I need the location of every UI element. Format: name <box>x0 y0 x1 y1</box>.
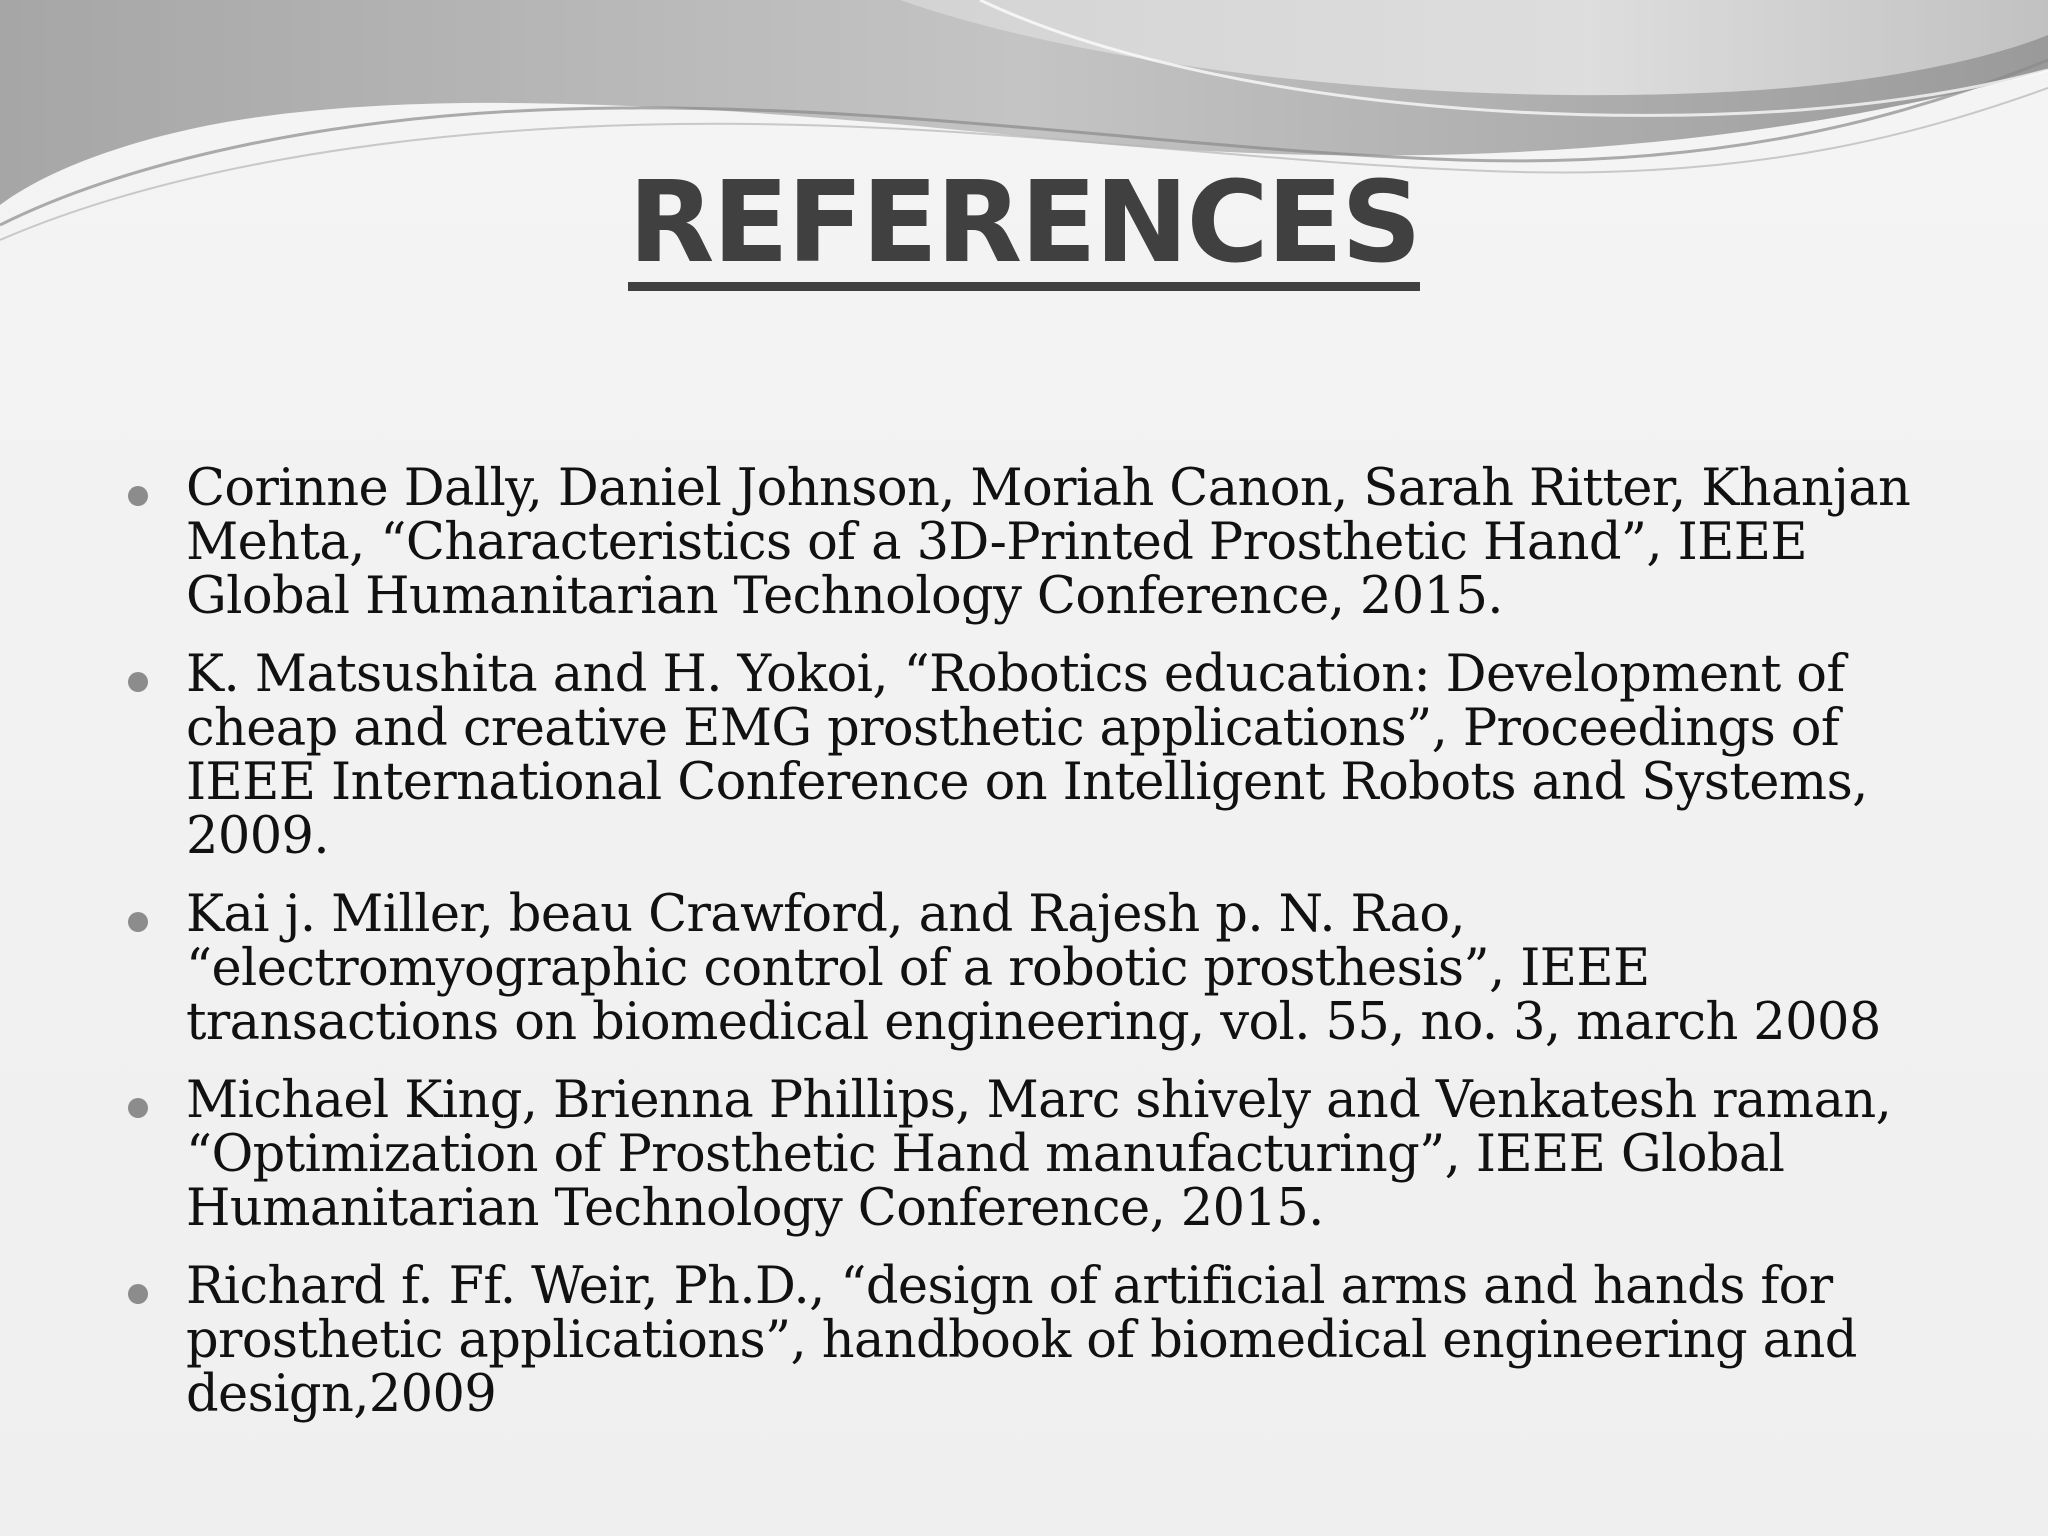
reference-item <box>128 1257 1928 1424</box>
bullet-icon <box>128 1284 148 1304</box>
bullet-icon <box>128 912 148 932</box>
bullet-icon <box>128 1098 148 1118</box>
reference-text: Corinne Dally, Daniel Johnson, Moriah Canon, Sarah Ritter, Khanjan Mehta, “Characteristics of a 3D-Printed Prosthetic Hand”, IEEE Global Humanitarian Technology Conference, 2015. <box>186 459 1911 626</box>
bullet-icon <box>128 672 148 692</box>
reference-text: K. Matsushita and H. Yokoi, “Robotics education: Development of cheap and creative EMG prosthetic applications”, Proceedings of IEEE International Conference on Intelligent Robots and Systems, 2009. <box>186 645 1868 866</box>
page-title-text: REFERENCES <box>628 164 1420 291</box>
reference-text: Kai j. Miller, beau Crawford, and Rajesh p. N. Rao, “electromyographic control of a robotic prosthesis”, IEEE transactions on biomedical engineering, vol. 55, no. 3, march 2008 <box>186 885 1881 1052</box>
bullet-icon <box>128 486 148 506</box>
reference-item <box>128 885 1928 1052</box>
reference-item <box>128 459 1928 626</box>
reference-text: Richard f. Ff. Weir, Ph.D., “design of artificial arms and hands for prosthetic applications”, handbook of biomedical engineering and design,2009 <box>186 1257 1857 1424</box>
reference-list <box>128 459 1928 1446</box>
reference-text: Michael King, Brienna Phillips, Marc shively and Venkatesh raman, “Optimization of Prosthetic Hand manufacturing”, IEEE Global Humanitarian Technology Conference, 2015. <box>186 1071 1892 1238</box>
reference-item <box>128 645 1928 866</box>
reference-item <box>128 1071 1928 1238</box>
page-title <box>0 158 2048 291</box>
